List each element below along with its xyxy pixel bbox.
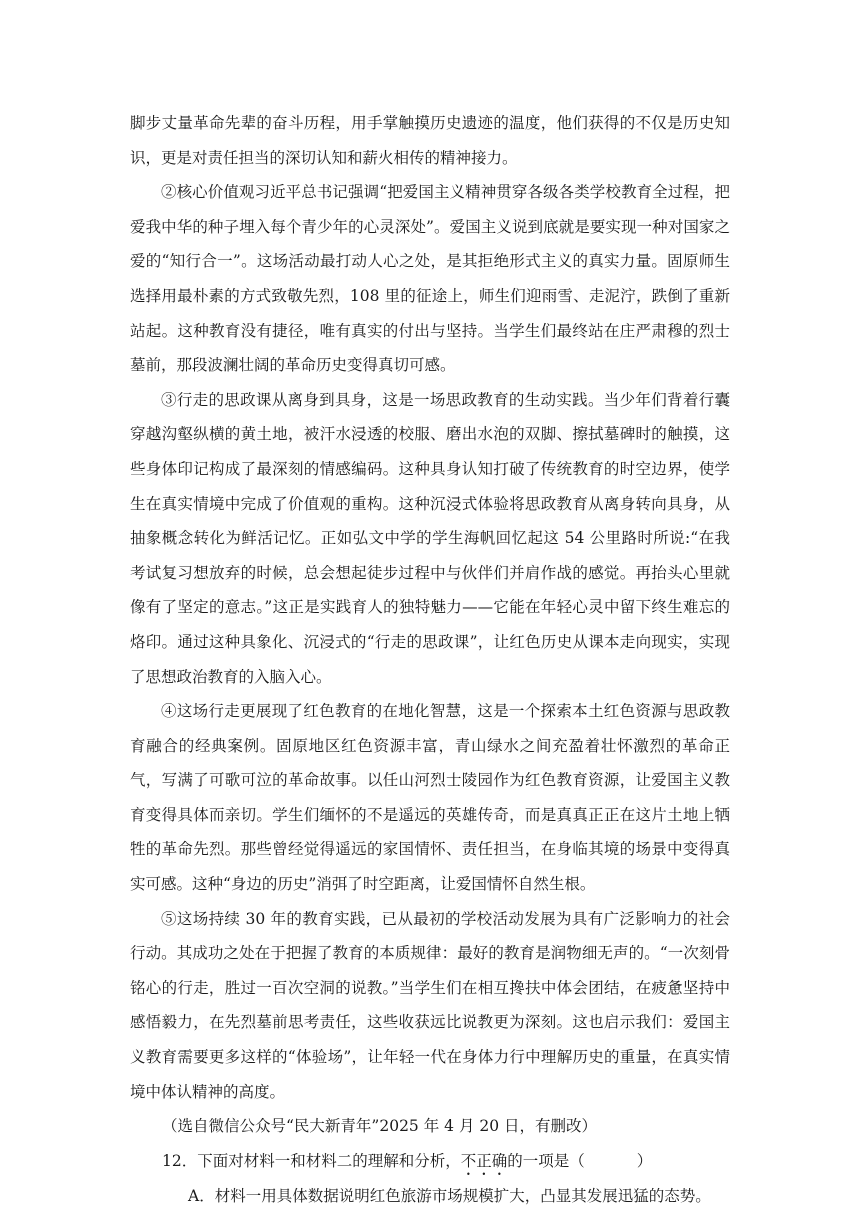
paragraph-4: ④这场行走更展现了红色教育的在地化智慧，这是一个探索本土红色资源与思政教育融合的经典案例。固原地区红色资源丰富，青山绿水之间充盈着壮怀激烈的革命正气，写满了可歌可泣的革命故事。以任山河烈士陵园作为红色教育资源，让爱国主义教育变得具体而亲切。学生们缅怀的不是遥远的英雄传奇，而是真真正正在这片土地上牺牲的革命先烈。那些曾经觉得遥远的家国情怀、责任担当，在身临其境的场景中变得真实可感。这种“身边的历史”消弭了时空距离，让爱国情怀自然生根。	[130, 702, 730, 894]
question-emphasis: 不正确	[460, 1151, 508, 1170]
question-close: ）	[636, 1151, 653, 1170]
paragraph-3: ③行走的思政课从离身到具身，这是一场思政教育的生动实践。当少年们背着行囊穿越沟壑纵横的黄土地，被汗水浸透的校服、磨出水泡的双脚、擦拭墓碑时的触摸，这些身体印记构成了最深刻的情感编码。这种具身认知打破了传统教育的时空边界，使学生在真实情境中完成了价值观的重构。这种沉浸式体验将思政教育从离身转向具身，从抽象概念转化为鲜活记忆。正如弘文中学的学生海帆回忆起这 54 公里路时所说:“在我考试复习想放弃的时候，总会想起徒步过程中与伙伴们并肩作战的感觉。再抬头心里就像有了坚定的意志。”这正是实践育人的独特魅力——它能在年轻心灵中留下终生难忘的烙印。通过这种具象化、沉浸式的“行走的思政课”，让红色历史从课本走向现实，实现了思想政治教育的入脑入心。	[130, 390, 730, 686]
question-number: 12．	[162, 1151, 198, 1170]
option-a: A．材料一用具体数据说明红色旅游市场规模扩大，凸显其发展迅猛的态势。	[188, 1186, 711, 1205]
question-12	[130, 1144, 730, 1179]
source-citation: （选自微信公众号“民大新青年”2025 年 4 月 20 日，有删改）	[162, 1117, 598, 1136]
question-suffix: 的一项是（	[507, 1151, 585, 1170]
paragraph-5: ⑤这场持续 30 年的教育实践，已从最初的学校活动发展为具有广泛影响力的社会行动。其成功之处在于把握了教育的本质规律：最好的教育是润物细无声的。“一次刻骨铭心的行走，胜过一百次空洞的说教。”当学生们在相互搀扶中体会团结，在疲惫坚持中感悟毅力，在先烈墓前思考责任，这些收获远比说教更为深刻。这也启示我们：爱国主义教育需要更多这样的“体验场”，让年轻一代在身体力行中理解历史的重量，在真实情境中体认精神的高度。	[130, 909, 730, 1101]
document-page	[130, 106, 730, 1213]
paragraph-2: ②核心价值观习近平总书记强调“把爱国主义精神贯穿各级各类学校教育全过程，把爱我中华的种子埋入每个青少年的心灵深处”。爱国主义说到底就是要实现一种对国家之爱的“知行合一”。这场活动最打动人心之处，是其拒绝形式主义的真实力量。固原师生选择用最朴素的方式致敬先烈，108 里的征途上，师生们迎雨雪、走泥泞，跌倒了重新站起。这种教育没有捷径，唯有真实的付出与坚持。当学生们最终站在庄严肃穆的烈士墓前，那段波澜壮阔的革命历史变得真切可感。	[130, 183, 730, 375]
paragraph-1: 脚步丈量革命先辈的奋斗历程，用手掌触摸历史遗迹的温度，他们获得的不仅是历史知识，更是对责任担当的深切认知和薪火相传的精神接力。	[130, 114, 730, 167]
question-prefix: 下面对材料一和材料二的理解和分析，	[197, 1151, 461, 1170]
